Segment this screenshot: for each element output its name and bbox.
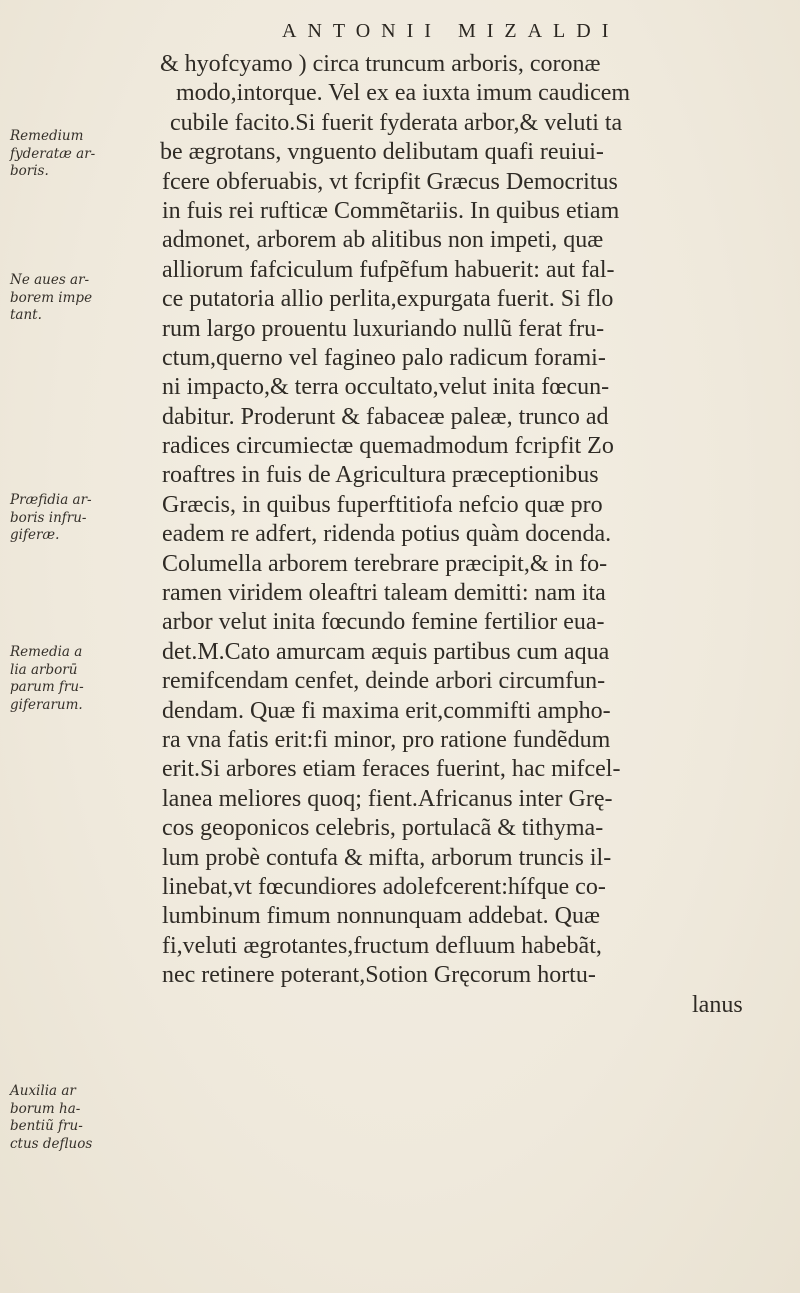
text-line: linebat,vt fœcundiores adolefcerent:hífque co- [162,873,606,900]
text-line: be ægrotans, vnguento delibutam quafi reuiui- [160,139,604,166]
text-line: dendam. Quæ fi maxima erit,commifti ampho- [162,697,611,724]
margin-note-line: boris infru- [10,509,87,526]
margin-note-line: Remedia a [10,644,83,660]
body-text [120,50,780,1020]
text-line: rum largo prouentu luxuriando nullũ ferat fru- [162,315,605,342]
text-line: dabitur. Proderunt & fabaceæ paleæ, trunco ad [162,403,609,430]
text-line: alliorum fafciculum fufpẽfum habuerit: aut fal- [162,256,615,283]
catchword: lanus [692,991,743,1018]
text-line: ni impacto,& terra occultato,velut inita fœcun- [162,374,610,401]
text-line: remifcendam cenfet, deinde arbori circumfun- [162,668,606,695]
text-line: cos geoponicos celebris, portulacã & tithyma- [162,815,604,842]
margin-note-line: borum ha- [10,1100,81,1117]
text-line: Columella arborem terebrare præcipit,& in fo- [162,550,608,577]
margin-note-line: borem impe [10,289,93,306]
margin-note-line: bentiũ fru- [10,1118,83,1134]
margin-note-line: giferarum. [10,696,83,713]
text-line: ramen viridem oleaftri taleam demitti: nam ita [162,580,606,607]
text-line: lanea meliores quoq; fient.Africanus inter Grę- [162,785,613,812]
margin-notes [0,0,130,1293]
text-line: erit.Si arbores etiam feraces fuerint, hac mifcel- [162,756,621,783]
text-line: ra vna fatis erit:fi minor, pro ratione fundẽdum [162,726,611,753]
text-line: radices circumiectæ quemadmodum fcripfit Zo [162,433,614,460]
margin-note-line: giferæ. [10,527,60,543]
margin-note-line: Ne aues ar- [10,272,90,288]
text-line: lumbinum fimum nonnunquam addebat. Quæ [162,903,600,930]
text-line: lum probè contufa & mifta, arborum truncis il- [162,844,612,871]
margin-note-line: Auxilia ar [10,1083,76,1099]
margin-note-line: fyderatæ ar- [10,145,96,162]
text-line: modo,intorque. Vel ex ea iuxta imum caudicem [176,80,631,107]
margin-note-line: Præfidia ar- [10,492,92,508]
text-line: in fuis rei rufticæ Commẽtariis. In quibus etiam [162,197,620,224]
text-line: admonet, arborem ab alitibus non impeti, quæ [162,227,604,254]
margin-note-line: parum fru- [10,679,84,695]
text-line: det.M.Cato amurcam æquis partibus cum aqua [162,638,610,665]
text-line: fi,veluti ægrotantes,fructum defluum habebãt, [162,932,602,959]
margin-note-remedia [10,644,130,714]
margin-note-line: ctus defluos [10,1135,93,1152]
running-head: ANTONII MIZALDI [282,20,620,42]
margin-note-aues [10,272,130,325]
text-line: ce putatoria allio perlita,expurgata fuerit. Si flo [162,286,614,313]
text-line: & hyofcyamo ) circa truncum arboris, coronæ [160,51,601,77]
margin-note-line: tant. [10,307,42,323]
text-line: arbor velut inita fœcundo femine fertilior eua- [162,609,605,636]
text-line: nec retinere poterant,Sotion Gręcorum hortu- [162,962,596,989]
margin-note-line: Remedium [10,128,84,144]
text-line: cubile facito.Si fuerit fyderata arbor,& veluti ta [170,109,623,136]
text-line: roaftres in fuis de Agricultura præceptionibus [162,462,599,489]
margin-note-line: boris. [10,163,49,179]
text-line: eadem re adfert, ridenda potius quàm docenda. [162,521,612,548]
text-line: Græcis, in quibus fuperftitiofa nefcio quæ pro [162,491,603,518]
margin-note-remedium [10,128,130,181]
margin-note-praesidia [10,492,130,545]
text-line: ctum,querno vel fagineo palo radicum forami- [162,344,606,371]
margin-note-auxilia [10,1083,130,1153]
text-line: fcere obferuabis, vt fcripfit Græcus Democritus [162,168,618,195]
margin-note-line: lia arborū [10,661,78,678]
